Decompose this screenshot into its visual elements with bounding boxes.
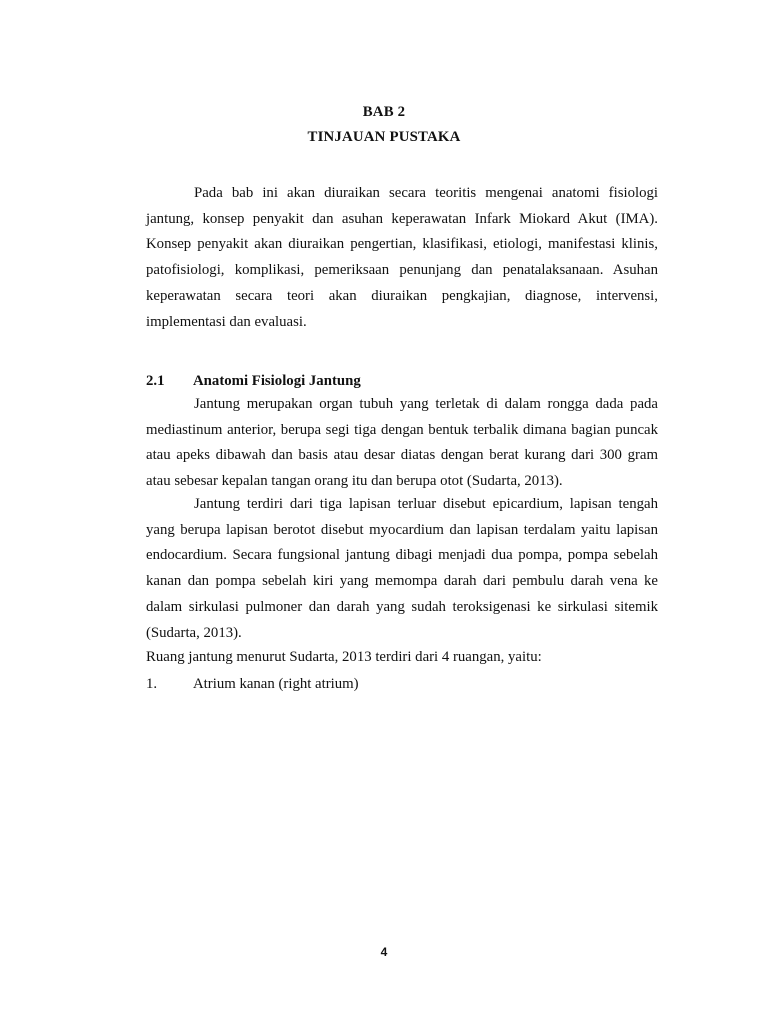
heart-chambers-intro: Ruang jantung menurut Sudarta, 2013 terdiri dari 4 ruangan, yaitu: <box>146 649 542 665</box>
anatomy-paragraph-1: Jantung merupakan organ tubuh yang terletak di dalam rongga dada pada mediastinum anterior, berupa segi tiga dengan bentuk terbalik dimana bagian puncak atau apeks dibawah dan basis atau desar diatas dengan berat kurang dari 300 gram atau sebesar kepalan tangan orang itu dan berupa otot (Sudarta, 2013). <box>146 396 658 490</box>
section-number: 2.1 <box>146 373 165 389</box>
anatomy-paragraph-2: Jantung terdiri dari tiga lapisan terluar disebut epicardium, lapisan tengah yang berupa lapisan berotot disebut myocardium dan lapisan terdalam yaitu lapisan endocardium. Secara fungsional jantung dibagi menjadi dua pompa, pompa sebelah kanan dan pompa sebelah kiri yang memompa darah dari pembulu darah vena ke dalam sirkulasi pulmoner dan darah yang sudah teroksigenasi ke sirkulasi sitemik (Sudarta, 2013). <box>146 496 658 641</box>
chapter-number: BAB 2 <box>362 104 406 120</box>
page-number: 4 <box>380 945 388 959</box>
list-item-text: Atrium kanan (right atrium) <box>193 676 359 692</box>
chapter-title: TINJAUAN PUSTAKA <box>307 129 461 145</box>
list-item-number: 1. <box>146 676 158 692</box>
intro-paragraph: Pada bab ini akan diuraikan secara teoritis mengenai anatomi fisiologi jantung, konsep penyakit dan asuhan keperawatan Infark Miokard Akut (IMA). Konsep penyakit akan diuraikan pengertian, klasifikasi, etiologi, manifestasi klinis, patofisiologi, komplikasi, pemeriksaan penunjang dan penatalaksanaan. Asuhan keperawatan secara teori akan diuraikan pengkajian, diagnose, intervensi, implementasi dan evaluasi. <box>146 185 658 330</box>
section-title: Anatomi Fisiologi Jantung <box>193 373 361 389</box>
list-item <box>146 672 658 698</box>
section-heading <box>146 369 658 395</box>
